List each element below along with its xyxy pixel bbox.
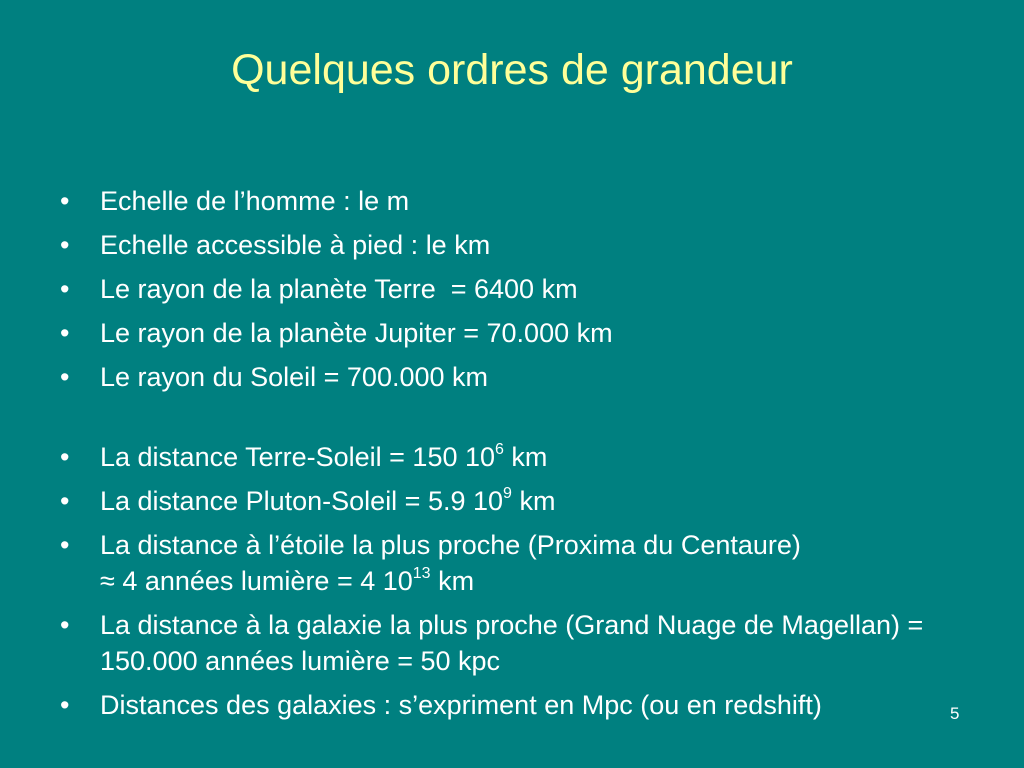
bullet-text-main: La distance Terre-Soleil = 150 10 xyxy=(100,442,496,472)
bullet-dot: • xyxy=(60,186,70,216)
bullet-text: Le rayon de la planète Terre = 6400 km xyxy=(100,274,578,304)
bullet-dot: • xyxy=(60,530,70,560)
bullet-dot: • xyxy=(60,690,70,720)
bullet-item xyxy=(60,439,1024,475)
bullet-item xyxy=(60,607,980,679)
bullet-text-unit: km xyxy=(430,566,475,596)
bullet-item xyxy=(60,271,1024,307)
bullet-text-main: La distance Pluton-Soleil = 5.9 10 xyxy=(100,486,504,516)
bullet-text-main: ≈ 4 années lumière = 4 10 xyxy=(100,566,413,596)
bullet-item xyxy=(60,183,1024,219)
bullet-text-unit: km xyxy=(503,442,548,472)
bullet-item xyxy=(60,687,1024,723)
bullet-text: Le rayon de la planète Jupiter = 70.000 km xyxy=(100,318,613,348)
exponent: 13 xyxy=(412,565,431,582)
bullet-text-line1: La distance à l’étoile la plus proche (Proxima du Centaure) xyxy=(100,530,801,560)
exponent: 9 xyxy=(503,485,512,502)
bullet-dot: • xyxy=(60,362,70,392)
bullet-dot: • xyxy=(60,486,70,516)
bullet-dot: • xyxy=(60,442,70,472)
bullet-text: Echelle accessible à pied : le km xyxy=(100,230,491,260)
bullet-item xyxy=(60,315,1024,351)
bullet-text: Le rayon du Soleil = 700.000 km xyxy=(100,362,489,392)
bullet-text: Distances des galaxies : s’expriment en Mpc (ou en redshift) xyxy=(100,690,822,720)
bullet-dot: • xyxy=(60,318,70,348)
bullet-item xyxy=(60,359,1024,395)
slide-title: Quelques ordres de grandeur xyxy=(231,46,793,94)
bullet-item xyxy=(60,227,1024,263)
page-number: 5 xyxy=(950,704,960,723)
bullet-dot: • xyxy=(60,610,70,640)
bullet-item xyxy=(60,483,1024,519)
bullet-dot: • xyxy=(60,274,70,304)
bullet-text: Echelle de l’homme : le m xyxy=(100,186,410,216)
bullet-item xyxy=(60,527,1024,599)
bullet-text-unit: km xyxy=(511,486,556,516)
exponent: 6 xyxy=(495,441,504,458)
bullet-list xyxy=(60,183,1024,731)
bullet-text: La distance à la galaxie la plus proche (Grand Nuage de Magellan) = 150.000 années lumière = 50 kpc xyxy=(100,610,924,676)
bullet-dot: • xyxy=(60,230,70,260)
